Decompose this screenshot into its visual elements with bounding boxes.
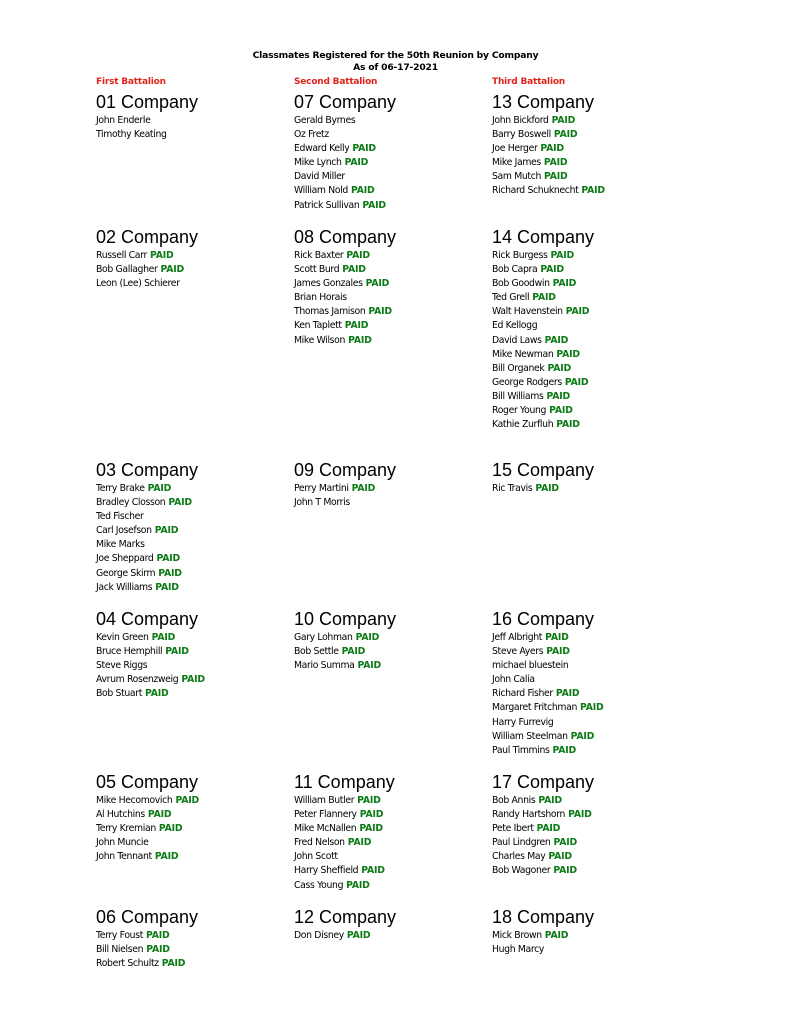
paid-badge: PAID [181,674,205,686]
classmate-name: Paul Lindgren [492,837,551,849]
paid-badge: PAID [556,348,580,360]
paid-badge: PAID [146,930,170,941]
paid-badge: PAID [351,483,376,494]
classmate-name: Terry Brake [96,483,145,494]
list-item [294,334,484,348]
classmate-name: Al Hutchins [96,809,145,821]
company-heading: 02 Company [96,227,199,247]
company-heading: 01 Company [96,92,199,112]
company-block [96,92,286,142]
paid-badge: PAID [154,851,179,863]
classmate-name: Hugh Marcy [492,944,545,956]
paid-badge: PAID [565,306,590,318]
paid-badge: PAID [564,376,589,388]
paid-badge: PAID [535,483,559,494]
company-block [492,227,682,432]
classmate-name: Bob Goodwin [492,278,550,290]
paid-badge: PAID [346,930,371,941]
list-item [96,850,286,864]
classmate-name: Bob Capra [492,264,538,276]
paid-badge: PAID [165,646,189,658]
list-item [492,114,682,128]
list-item [294,631,484,645]
list-item [492,128,682,142]
classmate-name: Perry Martini [294,483,349,494]
classmate-name: John T Morris [294,497,350,509]
paid-badge: PAID [580,702,604,714]
page-title: Classmates Registered for the 50th Reunion by Company [252,50,539,61]
company-heading: 07 Company [294,92,397,112]
paid-badge: PAID [151,632,176,643]
classmate-name: Roger Young [492,405,547,417]
paid-badge: PAID [160,264,185,276]
list-item [294,249,484,263]
list-item [492,929,682,943]
list-item [294,142,484,156]
list-item [294,645,484,659]
list-item [492,263,682,277]
list-item [96,263,286,277]
paid-badge: PAID [368,306,392,318]
list-item [492,822,682,836]
list-item [294,794,484,808]
company-heading: 09 Company [294,460,397,480]
classmate-name: Paul Timmins [492,744,550,756]
classmate-name: Mike Marks [96,539,145,551]
classmate-name: Joe Sheppard [96,553,154,565]
list-item [492,687,682,701]
list-item [294,929,484,943]
classmate-name: Robert Schultz [96,958,159,970]
list-item [294,156,484,170]
classmate-name: Bill Organek [492,362,545,374]
classmate-name: Steve Ayers [492,646,544,658]
list-item [492,376,682,390]
paid-badge: PAID [161,958,186,970]
classmate-name: John Calia [492,674,535,686]
paid-badge: PAID [146,944,170,956]
classmate-name: Cass Young [294,879,344,891]
list-item [96,836,286,850]
paid-badge: PAID [149,250,174,261]
list-item [492,291,682,305]
list-item [492,249,682,263]
company-block [96,609,286,701]
classmate-name: Harry Sheffield [294,865,359,877]
classmate-name: Mike Lynch [294,157,342,169]
classmate-name: Kevin Green [96,632,149,643]
paid-badge: PAID [158,567,182,579]
classmate-name: Gary Lohman [294,632,353,643]
classmate-name: Mike Wilson [294,334,346,346]
classmate-name: Terry Kremian [96,823,156,835]
classmate-name: Jack Williams [96,581,153,593]
classmate-name: George Rodgers [492,376,562,388]
classmate-name: Bob Stuart [96,688,143,700]
paid-badge: PAID [555,688,580,700]
classmate-name: Randy Hartshorn [492,809,566,821]
classmate-name: Bob Annis [492,795,536,806]
list-item [492,156,682,170]
classmate-name: John Bickford [492,115,549,126]
list-item [96,808,286,822]
company-block [96,772,286,864]
classmate-name: Mick Brown [492,930,542,941]
classmate-name: Ted Fischer [96,511,144,523]
list-item [294,836,484,850]
classmate-name: Mario Summa [294,660,355,672]
list-item [294,305,484,319]
list-item [492,362,682,376]
classmate-name: Terry Foust [96,930,143,941]
list-item [492,794,682,808]
paid-badge: PAID [540,143,564,155]
list-item [96,794,286,808]
classmate-name: Don Disney [294,930,344,941]
list-item [492,482,682,496]
classmate-name: Richard Fisher [492,688,553,700]
classmate-name: Fred Nelson [294,837,345,849]
paid-badge: PAID [352,143,376,155]
classmate-name: Bill Williams [492,390,544,402]
classmate-name: Russell Carr [96,250,147,261]
classmate-name: Brian Horais [294,292,347,304]
classmate-name: Bob Gallagher [96,264,158,276]
as-of-date: As of 06-17-2021 [353,62,438,73]
list-item [96,673,286,687]
list-item [492,170,682,184]
classmate-name: Bob Wagoner [492,865,551,877]
paid-badge: PAID [346,250,370,261]
list-item [492,744,682,758]
list-item [294,482,484,496]
list-item [294,850,484,864]
classmate-name: Jeff Albright [492,632,543,643]
list-item [294,128,484,142]
paid-badge: PAID [341,646,366,658]
list-item [96,822,286,836]
company-block [294,772,484,893]
list-item [492,730,682,744]
classmate-name: Mike James [492,157,541,169]
list-item [492,319,682,333]
classmate-name: Harry Furrevig [492,716,554,728]
list-item [96,943,286,957]
paid-badge: PAID [551,115,576,126]
classmate-name: Ted Grell [492,292,530,304]
company-block [492,772,682,879]
list-item [492,348,682,362]
paid-badge: PAID [540,264,564,276]
company-heading: 18 Company [492,907,595,927]
classmate-name: Barry Boswell [492,129,551,141]
paid-badge: PAID [532,292,556,304]
company-block [96,460,286,595]
paid-badge: PAID [536,823,561,835]
classmate-name: Oz Fretz [294,129,329,141]
list-item [294,496,484,510]
company-block [294,227,484,348]
list-item [492,716,682,730]
classmate-name: Ric Travis [492,483,533,494]
paid-badge: PAID [550,250,575,261]
list-item [96,277,286,291]
classmate-name: Bill Nielsen [96,944,144,956]
classmate-name: David Miller [294,171,345,183]
classmate-name: Richard Schuknecht [492,185,579,197]
classmate-name: John Tennant [96,851,152,863]
classmate-name: Ed Kellogg [492,320,538,332]
company-block [492,460,682,496]
classmate-name: William Nold [294,185,348,197]
list-item [96,687,286,701]
company-heading: 15 Company [492,460,595,480]
classmate-name: Mike Hecomovich [96,795,173,806]
classmate-name: Margaret Fritchman [492,702,577,714]
list-item [492,850,682,864]
classmate-name: Sam Mutch [492,171,542,183]
list-item [96,249,286,263]
paid-badge: PAID [175,795,199,806]
company-heading: 13 Company [492,92,595,112]
paid-badge: PAID [147,483,172,494]
paid-badge: PAID [553,129,578,141]
company-block [294,460,484,510]
paid-badge: PAID [581,185,605,197]
list-item [492,943,682,957]
list-item [96,957,286,971]
paid-badge: PAID [145,688,169,700]
company-block [96,227,286,291]
list-item [492,864,682,878]
list-item [492,659,682,673]
classmate-name: David Laws [492,334,542,346]
paid-badge: PAID [344,157,369,169]
paid-badge: PAID [156,553,181,565]
battalion-heading: First Battalion [96,77,166,87]
paid-badge: PAID [362,199,386,211]
list-item [492,305,682,319]
company-heading: 12 Company [294,907,397,927]
classmate-name: Leon (Lee) Schierer [96,278,180,290]
paid-badge: PAID [350,185,375,197]
classmate-name: William Butler [294,795,355,806]
list-item [492,645,682,659]
list-item [294,879,484,893]
list-item [294,170,484,184]
paid-badge: PAID [545,632,569,643]
paid-badge: PAID [568,809,592,821]
list-item [294,808,484,822]
battalion-heading: Second Battalion [294,77,378,87]
classmate-name: Bob Settle [294,646,339,658]
classmate-name: Peter Flannery [294,809,357,821]
company-block [492,92,682,199]
list-item [96,496,286,510]
paid-badge: PAID [361,865,385,877]
paid-badge: PAID [168,497,192,509]
paid-badge: PAID [147,809,172,821]
list-item [294,199,484,213]
company-block [294,609,484,673]
classmate-name: Carl Josefson [96,525,152,537]
list-item [492,418,682,432]
paid-badge: PAID [546,646,570,658]
classmate-name: Walt Havenstein [492,306,563,318]
list-item [96,552,286,566]
classmate-name: Timothy Keating [96,129,167,141]
paid-badge: PAID [570,730,595,742]
list-item [96,482,286,496]
classmate-name: Edward Kelly [294,143,350,155]
classmate-name: Avrum Rosenzweig [96,674,179,686]
classmate-name: John Enderle [96,115,151,126]
classmate-name: Pete Ibert [492,823,534,835]
battalion-heading: Third Battalion [492,77,566,87]
paid-badge: PAID [344,320,369,332]
list-item [492,142,682,156]
paid-badge: PAID [348,334,372,346]
paid-badge: PAID [553,865,577,877]
paid-badge: PAID [553,837,578,849]
paid-badge: PAID [546,390,570,402]
list-item [96,581,286,595]
list-item [96,567,286,581]
classmate-name: Kathie Zurfluh [492,419,554,431]
paid-badge: PAID [158,823,183,835]
paid-badge: PAID [556,419,580,431]
paid-badge: PAID [544,171,568,183]
paid-badge: PAID [552,278,577,290]
paid-badge: PAID [548,851,572,863]
list-item [492,334,682,348]
paid-badge: PAID [346,879,370,891]
paid-badge: PAID [342,264,366,276]
list-item [294,319,484,333]
classmate-name: Steve Riggs [96,660,148,672]
list-item [492,631,682,645]
classmate-name: George Skirm [96,567,156,579]
list-item [294,291,484,305]
classmate-name: John Scott [294,851,338,863]
list-item [96,538,286,552]
list-item [492,836,682,850]
paid-badge: PAID [155,581,179,593]
classmate-name: Bradley Closson [96,497,166,509]
classmate-name: Charles May [492,851,546,863]
classmate-name: Mike Newman [492,348,554,360]
company-heading: 17 Company [492,772,595,792]
company-heading: 16 Company [492,609,595,629]
list-item [492,277,682,291]
company-heading: 04 Company [96,609,199,629]
classmate-name: Rick Baxter [294,250,344,261]
classmate-name: James Gonzales [294,278,363,290]
paid-badge: PAID [359,809,384,821]
list-item [96,659,286,673]
classmate-name: Bruce Hemphill [96,646,163,658]
company-heading: 06 Company [96,907,199,927]
list-item [492,184,682,198]
classmate-name: Mike McNallen [294,823,357,835]
paid-badge: PAID [357,660,382,672]
company-block [96,907,286,971]
paid-badge: PAID [547,362,571,374]
company-block [294,92,484,213]
paid-badge: PAID [347,837,372,849]
list-item [492,808,682,822]
list-item [294,277,484,291]
list-item [96,128,286,142]
classmate-name: Joe Herger [492,143,538,155]
list-item [492,390,682,404]
paid-badge: PAID [552,744,577,756]
list-item [492,404,682,418]
company-heading: 11 Company [294,772,395,792]
company-heading: 14 Company [492,227,595,247]
company-heading: 05 Company [96,772,199,792]
company-block [492,907,682,957]
paid-badge: PAID [544,334,569,346]
list-item [492,701,682,715]
list-item [96,645,286,659]
paid-badge: PAID [357,795,381,806]
classmate-name: Gerald Byrnes [294,115,356,126]
list-item [294,263,484,277]
list-item [492,673,682,687]
list-item [96,631,286,645]
paid-badge: PAID [549,405,573,417]
classmate-name: Rick Burgess [492,250,548,261]
paid-badge: PAID [365,278,390,290]
classmate-name: michael bluestein [492,660,569,672]
list-item [294,184,484,198]
classmate-name: Patrick Sullivan [294,199,360,211]
list-item [294,864,484,878]
paid-badge: PAID [538,795,562,806]
paid-badge: PAID [355,632,380,643]
company-heading: 10 Company [294,609,397,629]
paid-badge: PAID [154,525,179,537]
classmate-name: Scott Burd [294,264,340,276]
paid-badge: PAID [359,823,383,835]
classmate-name: John Muncie [96,837,149,849]
classmate-name: Thomas Jamison [294,306,366,318]
list-item [294,822,484,836]
list-item [294,114,484,128]
company-block [294,907,484,943]
list-item [294,659,484,673]
list-item [96,510,286,524]
paid-badge: PAID [543,157,568,169]
classmate-name: Ken Taplett [294,320,342,332]
company-heading: 08 Company [294,227,397,247]
list-item [96,929,286,943]
company-block [492,609,682,758]
list-item [96,524,286,538]
company-heading: 03 Company [96,460,199,480]
list-item [96,114,286,128]
classmate-name: William Steelman [492,730,568,742]
paid-badge: PAID [544,930,569,941]
